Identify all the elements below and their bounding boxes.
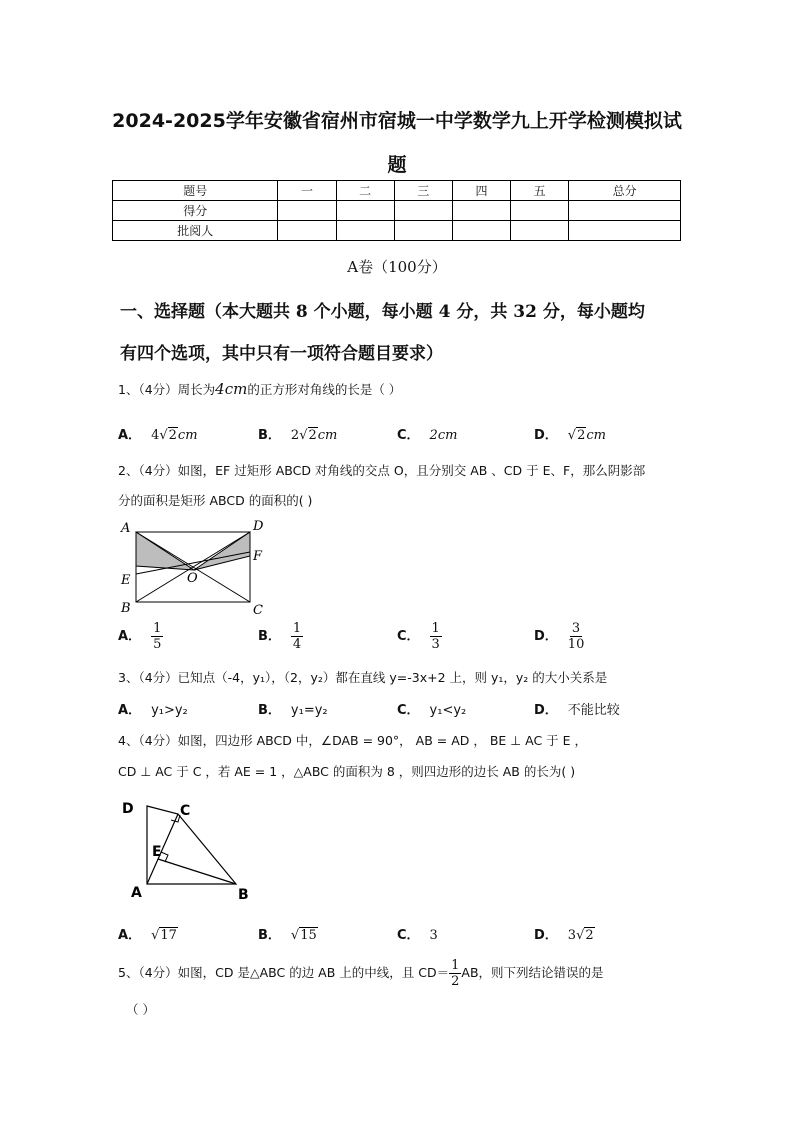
fraction: [449, 958, 461, 989]
table-cell: [278, 201, 336, 221]
label-E: E: [121, 573, 131, 588]
part1-heading-line2: 有四个选项，其中只有一项符合题目要求）: [120, 344, 443, 364]
q5-answer-blank: （ ）: [126, 1002, 155, 1017]
fraction: [151, 621, 163, 652]
q5-text-post: AB，则下列结论错误的是: [461, 965, 604, 980]
q5-text-pre: 5、（4分）如图，CD 是△ABC 的边 AB 上的中线，且 CD＝: [118, 965, 450, 980]
table-cell: 题号: [113, 181, 278, 201]
q3-option-d[interactable]: [534, 699, 620, 718]
table-cell: [394, 221, 452, 241]
score-table: [112, 180, 681, 241]
option-text: y₁>y₂: [151, 703, 188, 718]
option-text: y₁<y₂: [429, 703, 467, 718]
option-key: C．: [397, 703, 420, 718]
table-cell: [511, 201, 569, 221]
option-key: A．: [118, 928, 142, 943]
q2-option-b[interactable]: [258, 621, 303, 652]
label-D: D: [122, 801, 134, 817]
q3-option-b[interactable]: [258, 699, 328, 718]
table-cell: [336, 221, 394, 241]
q4-segment-be: [158, 859, 236, 884]
table-cell: [452, 221, 510, 241]
table-cell: [278, 221, 336, 241]
q2-line1: 2、（4分）如图，EF 过矩形 ABCD 对角线的交点 O，且分别交 AB 、CD 于 E、F，那么阴影部: [118, 463, 646, 478]
q4-quadrilateral-figure: [116, 796, 256, 906]
option-key: B．: [258, 703, 281, 718]
table-cell: 总分: [569, 181, 681, 201]
section-a-heading: A卷（100分）: [347, 258, 447, 276]
q4-option-b[interactable]: B． √15: [258, 928, 317, 943]
part1-heading-line1: 一、选择题（本大题共 8 个小题，每小题 4 分，共 32 分，每小题均: [120, 302, 645, 322]
numerator: 1: [431, 621, 440, 636]
fraction: [568, 621, 585, 652]
q4-option-c[interactable]: [397, 924, 438, 943]
option-radicand: 2: [308, 428, 317, 443]
numerator: 1: [292, 621, 302, 636]
q1-option-c[interactable]: [397, 424, 457, 443]
q3-option-c[interactable]: [397, 699, 466, 718]
label-O: O: [187, 571, 198, 586]
q4-option-d[interactable]: D． 3√2: [534, 928, 594, 943]
denominator: 2: [451, 974, 460, 989]
option-key: D．: [534, 428, 558, 443]
option-radicand: 2: [585, 928, 594, 943]
label-A: A: [121, 521, 131, 536]
fraction: [291, 621, 303, 652]
table-cell: 四: [452, 181, 510, 201]
option-coef: 3: [429, 928, 438, 943]
option-key: D．: [534, 703, 558, 718]
table-cell: 三: [394, 181, 452, 201]
option-key: D．: [534, 629, 558, 644]
q1-text-post: 的正方形对角线的长是（ ）: [247, 382, 402, 397]
doc-title-line2: 题: [387, 154, 407, 176]
label-A: A: [131, 885, 142, 901]
table-cell: [336, 201, 394, 221]
label-F: F: [253, 549, 263, 564]
q2-option-c[interactable]: [397, 621, 442, 652]
q2-option-d[interactable]: [534, 621, 584, 652]
q1-option-a[interactable]: A． 4√2cm: [118, 428, 198, 443]
option-unit: cm: [317, 428, 338, 443]
table-cell: 批阅人: [113, 221, 278, 241]
score-table-header-row: [113, 181, 681, 201]
label-B: B: [238, 887, 249, 903]
denominator: 10: [567, 637, 585, 652]
option-key: A．: [118, 703, 142, 718]
option-coef: 2: [290, 428, 300, 443]
numerator: 1: [451, 958, 460, 973]
option-unit: cm: [586, 428, 606, 443]
option-key: B．: [258, 428, 281, 443]
option-text: 不能比较: [567, 703, 620, 718]
option-radicand: 2: [168, 428, 177, 443]
option-key: D．: [534, 928, 558, 943]
q1-text-pre: 1、（4分）周长为: [118, 382, 216, 397]
table-cell: [511, 221, 569, 241]
label-D: D: [253, 519, 264, 534]
label-E: E: [152, 844, 162, 860]
table-cell: [569, 201, 681, 221]
q4-option-a[interactable]: A． √17: [118, 928, 177, 943]
q4-line2: CD ⊥ AC 于 C ，若 AE = 1 ，△ABC 的面积为 8 ，则四边形的边长 AB 的长为( ): [118, 764, 576, 779]
option-key: C．: [397, 428, 420, 443]
option-key: A．: [118, 428, 142, 443]
table-cell: 二: [336, 181, 394, 201]
score-table-row: [113, 221, 681, 241]
denominator: 4: [292, 637, 302, 652]
q2-option-a[interactable]: [118, 621, 163, 652]
option-text: y₁=y₂: [290, 703, 328, 718]
option-key: C．: [397, 629, 420, 644]
option-radicand: 15: [300, 928, 317, 943]
question-1: [118, 380, 401, 398]
table-cell: 得分: [113, 201, 278, 221]
doc-title-line1: 2024-2025学年安徽省宿州市宿城一中学数学九上开学检测模拟试: [112, 110, 682, 132]
q1-option-d[interactable]: D． √2cm: [534, 428, 606, 443]
option-unit: cm: [177, 428, 198, 443]
option-radicand: 2: [577, 428, 586, 443]
option-key: A．: [118, 629, 142, 644]
option-radicand: 17: [160, 928, 177, 943]
denominator: 3: [431, 637, 440, 652]
table-cell: [569, 221, 681, 241]
label-C: C: [253, 603, 263, 618]
option-coef: 3: [567, 928, 577, 943]
numerator: 3: [571, 621, 581, 636]
numerator: 1: [153, 621, 162, 636]
table-cell: [394, 201, 452, 221]
table-cell: [452, 201, 510, 221]
q2-rectangle-figure: [116, 516, 268, 620]
option-unit: 2cm: [429, 428, 458, 443]
fraction: [430, 621, 442, 652]
table-cell: 五: [511, 181, 569, 201]
question-5: [118, 958, 604, 989]
option-key: C．: [397, 928, 420, 943]
q4-line1: 4、（4分）如图，四边形 ABCD 中，∠DAB = 90°， AB = AD ， BE ⊥ AC 于 E ，: [118, 733, 588, 748]
option-coef: 4: [151, 428, 160, 443]
score-table-row: [113, 201, 681, 221]
label-C: C: [180, 803, 191, 819]
option-key: B．: [258, 928, 281, 943]
q3-text: 3、（4分）已知点（-4，y₁），（2，y₂）都在直线 y=-3x+2 上，则 y₁，y₂ 的大小关系是: [118, 670, 608, 685]
denominator: 5: [153, 637, 162, 652]
q1-math: 4cm: [215, 380, 248, 398]
table-cell: 一: [278, 181, 336, 201]
q3-option-a[interactable]: [118, 699, 188, 718]
q1-option-b[interactable]: B． 2√2cm: [258, 428, 338, 443]
q2-line2: 分的面积是矩形 ABCD 的面积的( ): [118, 493, 313, 508]
option-key: B．: [258, 629, 281, 644]
label-B: B: [121, 601, 131, 616]
